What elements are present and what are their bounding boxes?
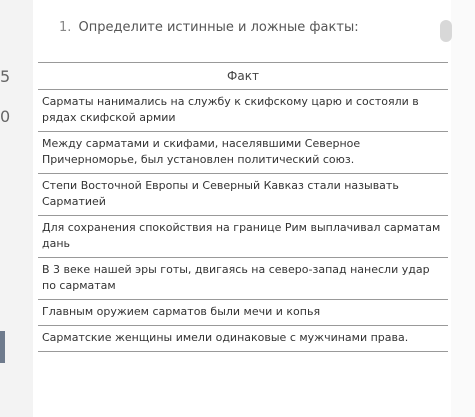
left-fragment-text: 5 <box>0 67 11 86</box>
scrollbar-thumb[interactable] <box>440 20 452 42</box>
facts-table <box>38 62 448 352</box>
fact-cell: В 3 веке нашей эры готы, двигаясь на северо-запад нанесли удар по сарматам <box>38 258 448 300</box>
fact-cell: Степи Восточной Европы и Северный Кавказ стали называть Сарматией <box>38 174 448 216</box>
fact-cell: Главным оружием сарматов были мечи и копья <box>38 300 448 326</box>
column-header-fact: Факт <box>38 63 448 90</box>
question-prompt <box>59 20 359 35</box>
fact-cell: Сарматы нанимались на службу к скифскому царю и состояли в рядах скифской армии <box>38 90 448 132</box>
table-row <box>38 300 448 326</box>
table-row <box>38 258 448 300</box>
question-text: Определите истинные и ложные факты: <box>78 20 359 35</box>
table-row <box>38 216 448 258</box>
left-marker[interactable] <box>0 331 5 363</box>
fact-cell: Для сохранения спокойствия на границе Рим выплачивал сарматам дань <box>38 216 448 258</box>
question-number: 1. <box>59 20 72 35</box>
table-header-row <box>38 63 448 90</box>
left-fragment-text: 0 <box>0 107 11 126</box>
left-panel <box>0 0 33 417</box>
table-row <box>38 174 448 216</box>
table-row <box>38 132 448 174</box>
table-row <box>38 326 448 352</box>
scrollbar-track[interactable] <box>451 0 475 417</box>
fact-cell: Сарматские женщины имели одинаковые с мужчинами права. <box>38 326 448 352</box>
table-row <box>38 90 448 132</box>
fact-cell: Между сарматами и скифами, населявшими Северное Причерноморье, был установлен политический союз. <box>38 132 448 174</box>
